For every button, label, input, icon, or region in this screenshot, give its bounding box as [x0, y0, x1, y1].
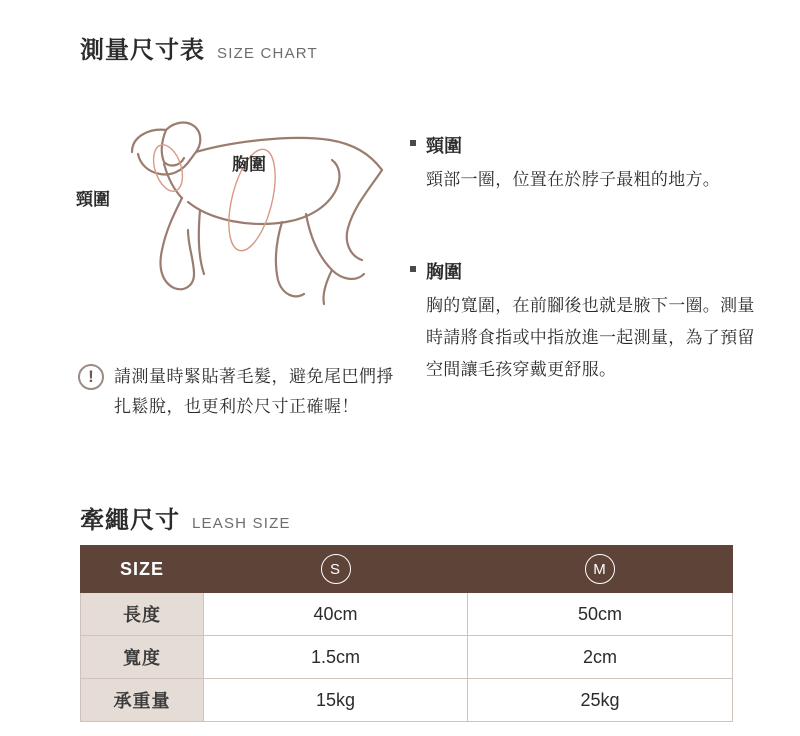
neck-description	[410, 132, 755, 196]
diagram-neck-label: 頸圍	[76, 190, 110, 209]
cell-load-s: 15kg	[204, 679, 468, 722]
table-header-s	[204, 546, 468, 593]
cell-width-s: 1.5cm	[204, 636, 468, 679]
table-row	[81, 593, 733, 636]
size-chart-title-cn: 測量尺寸表	[80, 37, 205, 64]
bullet-icon	[410, 266, 416, 272]
size-badge-s: S	[321, 554, 351, 584]
chest-description-body: 胸的寬圍，在前腳後也就是腋下一圈。測量時請將食指或中指放進一起測量，為了預留空間讓毛孩穿戴更舒服。	[426, 296, 755, 379]
size-chart-heading	[80, 30, 318, 65]
table-row	[81, 636, 733, 679]
row-label-length: 長度	[81, 593, 204, 636]
row-label-width: 寬度	[81, 636, 204, 679]
diagram-chest-label: 胸圍	[232, 155, 266, 174]
cell-length-s: 40cm	[204, 593, 468, 636]
table-header-row	[81, 546, 733, 593]
chest-description	[410, 258, 755, 386]
table-row	[81, 679, 733, 722]
size-chart-title-en: SIZE CHART	[217, 45, 318, 62]
size-badge-m: M	[585, 554, 615, 584]
table-header-m	[468, 546, 733, 593]
measurement-notice	[78, 362, 398, 422]
cell-load-m: 25kg	[468, 679, 733, 722]
dog-measurement-diagram	[70, 110, 400, 340]
bullet-icon	[410, 140, 416, 146]
row-label-load: 承重量	[81, 679, 204, 722]
neck-description-title	[410, 132, 755, 158]
leash-size-heading	[80, 500, 291, 535]
dog-outline-icon	[70, 110, 400, 340]
leash-size-title-en: LEASH SIZE	[192, 515, 291, 532]
neck-description-title-text: 頸圍	[426, 136, 462, 156]
chest-description-title	[410, 258, 755, 284]
measurement-notice-text: 請測量時緊貼著毛髮，避免尾巴們掙扎鬆脫，也更利於尺寸正確喔！	[114, 367, 394, 416]
chest-description-title-text: 胸圍	[426, 262, 462, 282]
table-header-size: SIZE	[81, 546, 204, 593]
neck-description-body: 頸部一圈，位置在於脖子最粗的地方。	[426, 170, 721, 189]
cell-width-m: 2cm	[468, 636, 733, 679]
leash-size-table	[80, 545, 733, 722]
exclamation-icon: !	[78, 364, 104, 390]
leash-size-title-cn: 牽繩尺寸	[80, 507, 180, 534]
cell-length-m: 50cm	[468, 593, 733, 636]
